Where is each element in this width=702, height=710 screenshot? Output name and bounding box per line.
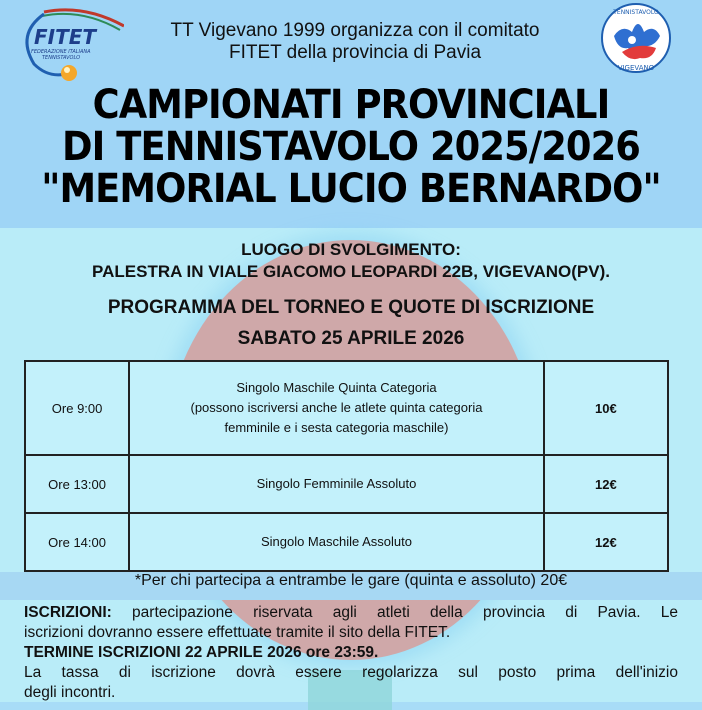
fitet-logo (14, 4, 124, 84)
svg-text:TENNISTAVOLO: TENNISTAVOLO (613, 9, 659, 16)
title-line-3: "MEMORIAL LUCIO BERNARDO" (41, 166, 661, 212)
intro-line-2: FITET della provincia di Pavia (228, 42, 482, 63)
venue-address: PALESTRA IN VIALE GIACOMO LEOPARDI 22B, VIGEVANO(PV). (92, 262, 610, 281)
schedule-table (24, 360, 669, 572)
deadline-text: TERMINE ISCRIZIONI 22 APRILE 2026 ore 23:59. (24, 644, 379, 661)
tt-vigevano-logo (598, 2, 678, 82)
event-date: SABATO 25 APRILE 2026 (237, 328, 465, 349)
combined-fee-footnote: *Per chi partecipa a entrambe le gare (quinta e assoluto) 20€ (134, 572, 568, 589)
intro-line-1: TT Vigevano 1999 organizza con il comitato (170, 20, 540, 41)
event-title: Singolo Maschile Quinta Categoria (236, 380, 437, 395)
registration-deadline (24, 643, 678, 663)
svg-text:FITET: FITET (34, 25, 97, 49)
tt-vigevano-logo-icon (598, 2, 678, 82)
svg-text:TENNISTAVOLO: TENNISTAVOLO (42, 55, 81, 61)
schedule-time: Ore 14:00 (25, 513, 129, 571)
schedule-event: Singolo Maschile Assoluto (129, 513, 544, 571)
registration-line-1 (24, 603, 678, 623)
fitet-logo-icon (14, 4, 124, 84)
registration-line-2: iscrizioni dovranno essere effettuate tramite il sito della FITET. (24, 624, 451, 641)
schedule-fee: 12€ (544, 455, 668, 513)
program-heading: PROGRAMMA DEL TORNEO E QUOTE DI ISCRIZIONE (107, 297, 595, 318)
registration-text: partecipazione riservata agli atleti della provincia di Pavia. Le (111, 604, 678, 621)
title-line-1: CAMPIONATI PROVINCIALI (92, 82, 610, 128)
schedule-event (129, 361, 544, 455)
svg-text:FEDERAZIONE ITALIANA: FEDERAZIONE ITALIANA (31, 49, 91, 55)
fee-note-line-1: La tassa di iscrizione dovrà essere regolarizza sul posto prima dell'inizio (24, 664, 678, 681)
schedule-event: Singolo Femminile Assoluto (129, 455, 544, 513)
schedule-time: Ore 13:00 (25, 455, 129, 513)
schedule-fee: 12€ (544, 513, 668, 571)
schedule-time: Ore 9:00 (25, 361, 129, 455)
svg-text:VIGEVANO: VIGEVANO (617, 64, 655, 72)
table-row (25, 513, 668, 571)
registration-label: ISCRIZIONI: (24, 604, 112, 621)
title-line-2: DI TENNISTAVOLO 2025/2026 (62, 124, 640, 170)
event-note: (possono iscriversi anche le atlete quinta categoria (190, 400, 483, 415)
table-row (25, 361, 668, 455)
intro-text (120, 20, 590, 64)
table-row (25, 455, 668, 513)
fee-note-line-2: degli incontri. (24, 684, 116, 701)
page-title (28, 84, 674, 210)
registration-info (24, 603, 678, 703)
schedule-fee: 10€ (544, 361, 668, 455)
event-note: femminile e i sesta categoria maschile) (224, 420, 449, 435)
venue-label: LUOGO DI SVOLGIMENTO: (241, 240, 461, 259)
